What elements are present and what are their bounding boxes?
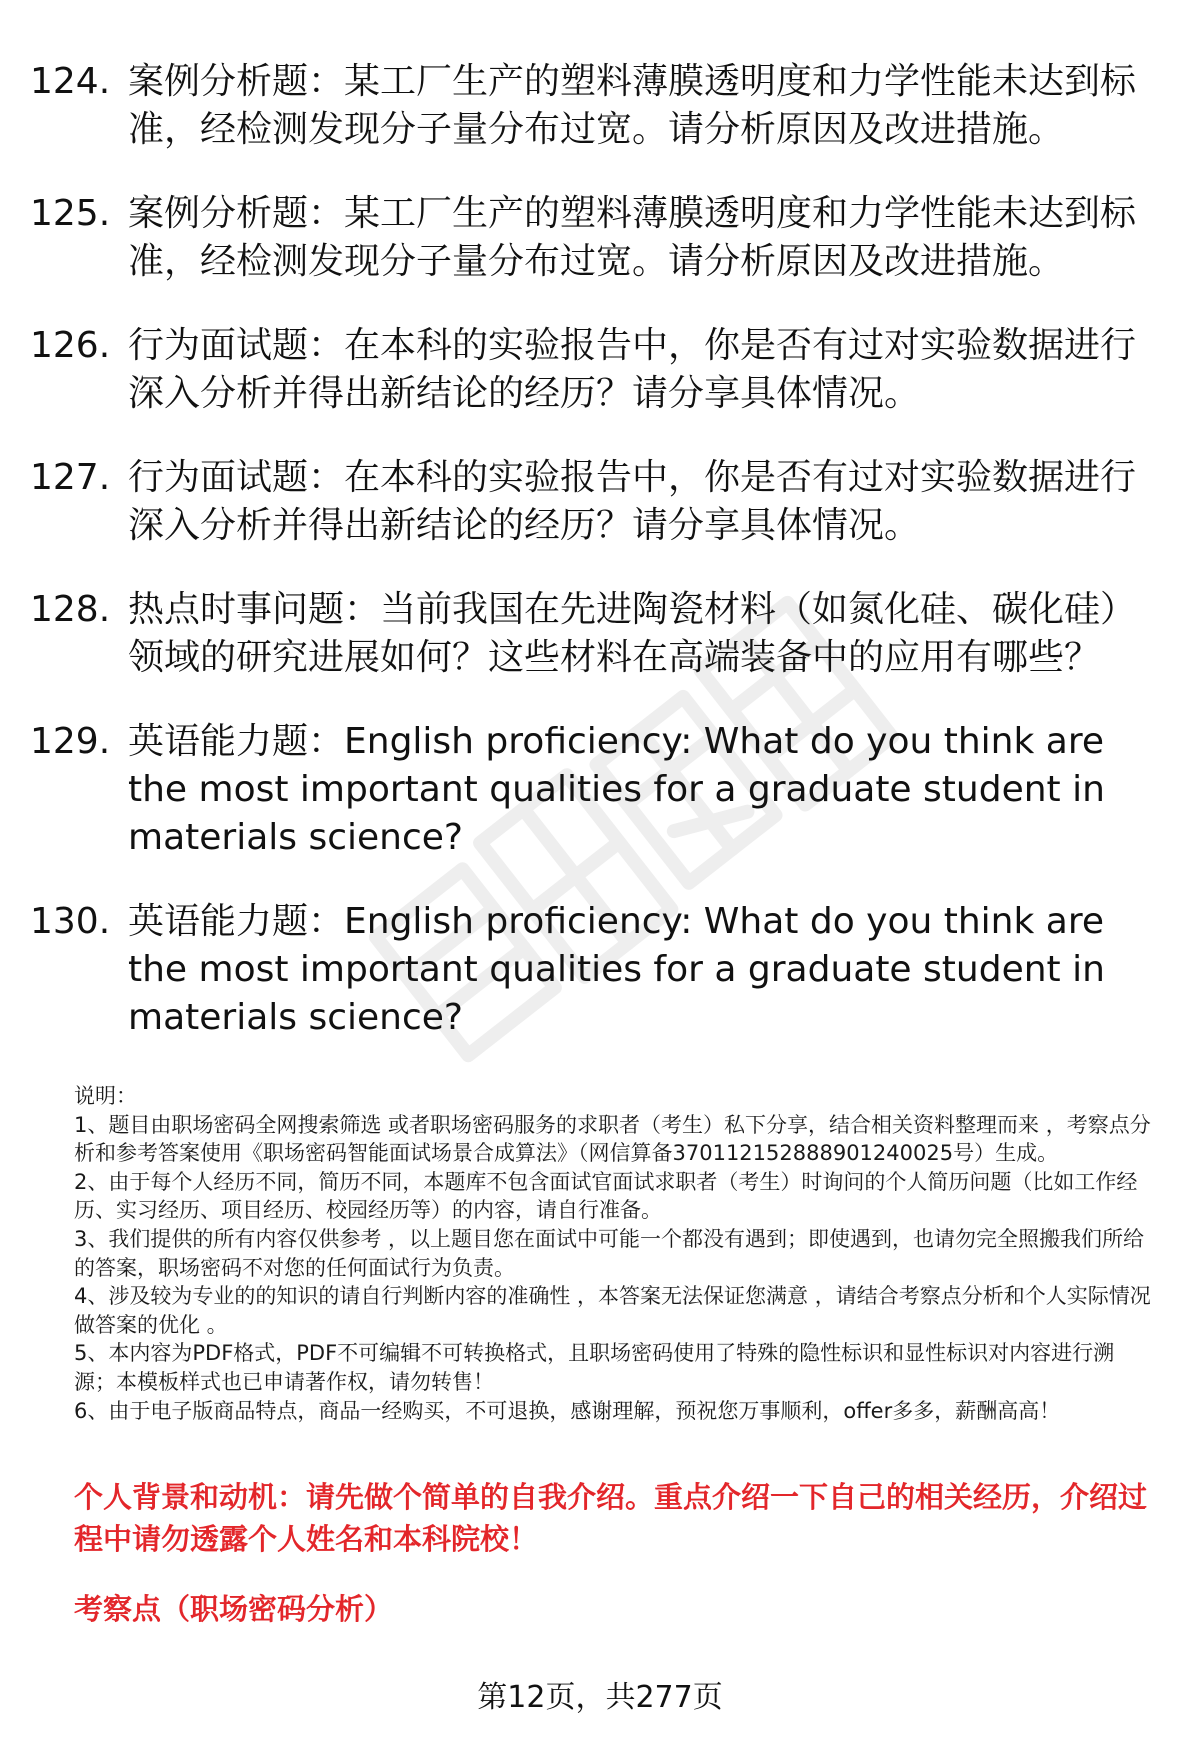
note-item: 4、涉及较为专业的的知识的请自行判断内容的准确性 ，本答案无法保证您满意 ，请结合考察点分析和个人实际情况做答案的优化 。 bbox=[74, 1284, 1151, 1337]
question-text: 案例分析题：某工厂生产的塑料薄膜透明度和力学性能未达到标准，经检测发现分子量分布过宽。请分析原因及改进措施。 bbox=[128, 61, 1137, 150]
note-item: 1、题目由职场密码全网搜索筛选 或者职场密码服务的求职者（考生）私下分享，结合相关资料整理而来 ，考察点分析和参考答案使用《职场密码智能面试场景合成算法》（网信算备370112152888901240025号）生成。 bbox=[74, 1112, 1151, 1166]
question-text: 热点时事问题：当前我国在先进陶瓷材料（如氮化硅、碳化硅）领域的研究进展如何？这些材料在高端装备中的应用有哪些？ bbox=[128, 589, 1137, 678]
question-number: 128. bbox=[30, 589, 111, 630]
question-number: 130. bbox=[30, 901, 111, 942]
note-item: 3、我们提供的所有内容仅供参考 ，以上题目您在面试中可能一个都没有遇到；即使遇到，也请勿完全照搬我们所给的答案，职场密码不对您的任何面试行为负责。 bbox=[74, 1226, 1145, 1280]
note-item: 6、由于电子版商品特点，商品一经购买，不可退换，感谢理解，预祝您万事顺利，offer多多，薪酬高高！ bbox=[74, 1398, 1061, 1423]
question-list bbox=[30, 58, 1150, 1078]
highlight-question: 个人背景和动机：请先做个简单的自我介绍。重点介绍一下自己的相关经历，介绍过程中请勿透露个人姓名和本科院校！ bbox=[74, 1480, 1148, 1556]
question-item bbox=[30, 322, 1150, 418]
question-number: 129. bbox=[30, 721, 111, 762]
question-number: 127. bbox=[30, 457, 111, 498]
page-indicator: 第12页，共277页 bbox=[477, 1680, 723, 1715]
disclaimer-notes bbox=[74, 1082, 1154, 1425]
question-text: 行为面试题：在本科的实验报告中，你是否有过对实验数据进行深入分析并得出新结论的经历？请分享具体情况。 bbox=[128, 325, 1137, 414]
assessment-point-heading: 考察点（职场密码分析） bbox=[74, 1592, 394, 1626]
question-text: 案例分析题：某工厂生产的塑料薄膜透明度和力学性能未达到标准，经检测发现分子量分布过宽。请分析原因及改进措施。 bbox=[128, 193, 1137, 282]
question-number: 124. bbox=[30, 61, 111, 102]
question-number: 125. bbox=[30, 193, 111, 234]
question-item bbox=[30, 586, 1150, 682]
question-text: 英语能力题：English proficiency: What do you think are the most important qualities for a graduate student in materials science? bbox=[128, 721, 1105, 858]
highlight-section bbox=[74, 1476, 1154, 1630]
notes-heading: 说明： bbox=[74, 1084, 137, 1108]
question-number: 126. bbox=[30, 325, 111, 366]
question-text: 英语能力题：English proficiency: What do you think are the most important qualities for a graduate student in materials science? bbox=[128, 901, 1105, 1038]
question-text: 行为面试题：在本科的实验报告中，你是否有过对实验数据进行深入分析并得出新结论的经历？请分享具体情况。 bbox=[128, 457, 1137, 546]
question-item bbox=[30, 718, 1150, 862]
question-item bbox=[30, 898, 1150, 1042]
question-item bbox=[30, 190, 1150, 286]
question-item bbox=[30, 454, 1150, 550]
note-item: 2、由于每个人经历不同，简历不同，本题库不包含面试官面试求职者（考生）时询问的个人简历问题（比如工作经历、实习经历、项目经历、校园经历等）的内容，请自行准备。 bbox=[74, 1169, 1138, 1223]
note-item: 5、本内容为PDF格式，PDF不可编辑不可转换格式，且职场密码使用了特殊的隐性标识和显性标识对内容进行溯源；本模板样式也已申请著作权，请勿转售！ bbox=[74, 1341, 1115, 1394]
question-item bbox=[30, 58, 1150, 154]
